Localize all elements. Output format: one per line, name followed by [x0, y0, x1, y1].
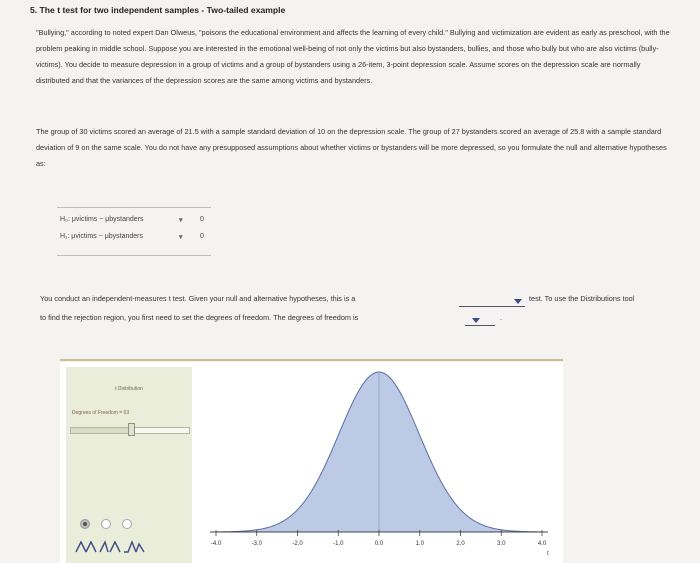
right-tailed-shape-icon[interactable] — [123, 539, 145, 553]
null-hypothesis-rhs: 0 — [200, 216, 204, 223]
x-tick-label: -1.0 — [333, 541, 344, 547]
question-line-2-tail: . — [500, 313, 503, 322]
degrees-of-freedom-dropdown[interactable] — [465, 315, 495, 326]
alternative-hypothesis-row — [60, 233, 208, 245]
alternative-hypothesis-lhs: H₁: μvictims − μbystanders — [60, 233, 143, 240]
distribution-type-label: t Distribution — [115, 386, 143, 392]
x-tick-label: 2.0 — [456, 541, 465, 547]
chevron-down-icon[interactable] — [514, 299, 522, 304]
left-tailed-shape-icon[interactable] — [99, 539, 121, 553]
alternative-hypothesis-operator-dropdown[interactable]: ▾ — [179, 234, 183, 241]
t-distribution-chart — [200, 362, 563, 563]
two-tailed-shape-icon[interactable] — [75, 539, 97, 553]
chevron-down-icon[interactable] — [472, 318, 480, 323]
t-distribution-svg — [200, 362, 563, 563]
alternative-hypothesis-rhs: 0 — [200, 233, 204, 240]
radio-option-2[interactable] — [101, 519, 111, 529]
slider-fill — [71, 428, 132, 433]
x-tick-label: -2.0 — [292, 541, 303, 547]
degrees-of-freedom-label: Degrees of Freedom = 63 — [72, 410, 130, 416]
x-tick-label: 1.0 — [415, 541, 424, 547]
problem-paragraph-2: The group of 30 victims scored an average of 21.5 with a sample standard deviation of 10 on the depression scale. The group of 27 bystanders scored an average of 25.8 with a sample standard deviation of 9 on the same scale. You do not have any presupposed assumptions about whether victims or bystanders will be more depressed, so you formulate the null and alternative hypotheses as: — [36, 127, 667, 168]
x-tick-label: 3.0 — [497, 541, 506, 547]
distributions-tool — [60, 362, 563, 563]
x-tick-label: 4.0 — [537, 541, 547, 547]
axis-variable-label: t — [547, 551, 549, 557]
question-line-2: to find the rejection region, you first need to set the degrees of freedom. The degrees of freedom is — [40, 313, 359, 322]
tool-controls-panel — [66, 367, 192, 563]
hypotheses-box — [57, 207, 211, 256]
question-line-1-tail: test. To use the Distributions tool — [529, 294, 635, 303]
null-hypothesis-lhs: H₀: μvictims − μbystanders — [60, 216, 144, 223]
x-tick-label: -4.0 — [210, 541, 222, 547]
problem-title: 5. The t test for two independent samples - Two-tailed example — [30, 5, 286, 15]
radio-option-3[interactable] — [122, 519, 132, 529]
x-tick-label: -3.0 — [251, 541, 262, 547]
null-hypothesis-row — [60, 216, 208, 228]
question-line-1: You conduct an independent-measures t test. Given your null and alternative hypotheses, this is a — [40, 294, 356, 303]
slider-handle[interactable] — [128, 423, 135, 436]
x-tick-label: 0.0 — [374, 541, 384, 547]
null-hypothesis-operator-dropdown[interactable]: ▾ — [179, 217, 183, 224]
divider — [60, 359, 563, 361]
problem-paragraph-1: "Bullying," according to noted expert Dan Olweus, "poisons the educational environment and affects the learning of every child." Bullying and victimization are evident as early as preschool, with the problem peaking in middle school. Suppose you are interested in the emotional well-being of not only the victims but also bystanders, bullies, and those who bully but who are also victims (bully-victims). You decide to measure depression in a group of victims and a group of bystanders using a 26-item, 3-point depression scale. Assume scores on the depression scale are normally distributed and that the variances of the depression scores are the same among victims and bystanders. — [36, 28, 670, 85]
radio-option-1[interactable] — [80, 519, 90, 529]
